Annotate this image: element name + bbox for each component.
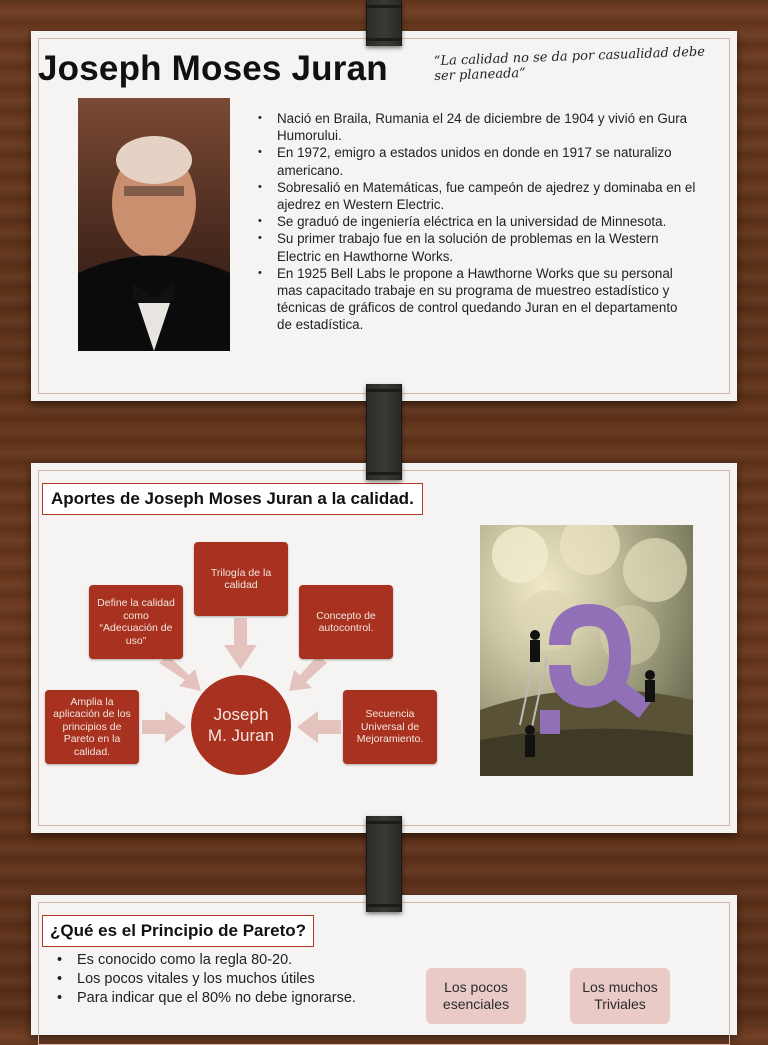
arrow-icon — [159, 655, 201, 691]
pareto-item: • Para indicar que el 80% no debe ignorarse. — [55, 989, 405, 1008]
portrait-photo — [78, 98, 230, 351]
bio-list — [256, 110, 696, 334]
bio-item: • Sobresalió en Matemáticas, fue campeón de ajedrez y dominaba en el ajedrez en Western Electric. — [256, 179, 696, 213]
bio-item: • En 1972, emigro a estados unidos en donde en 1917 se naturalizo americano. — [256, 144, 696, 178]
center-label: Joseph M. Juran — [207, 705, 275, 745]
slide-contributions — [31, 463, 737, 833]
bio-item: • Nació en Braila, Rumania el 24 de diciembre de 1904 y vivió en Gura Humorului. — [256, 110, 696, 144]
quality-illustration — [480, 525, 693, 776]
slide-title: ¿Qué es el Principio de Pareto? — [50, 921, 307, 940]
arrow-icon — [289, 655, 327, 691]
arrow-icon — [142, 711, 186, 743]
pill-pocos-esenciales: Los pocos esenciales — [426, 968, 526, 1024]
tape-middle — [366, 384, 402, 480]
slide-title: Aportes de Joseph Moses Juran a la calidad. — [51, 489, 414, 508]
pareto-list — [55, 951, 405, 1008]
node-define: Define la calidad como “Adecuación de uso” — [89, 585, 183, 659]
quote: “La calidad no se da por casualidad debe ser planeada” — [433, 44, 706, 85]
slide-pareto — [31, 895, 737, 1035]
node-trilogia: Trilogía de la calidad — [194, 542, 288, 616]
tape-lower — [366, 816, 402, 912]
node-secuencia: Secuencia Universal de Mejoramiento. — [343, 690, 437, 764]
slide-title-box — [42, 915, 314, 947]
bio-item: • Su primer trabajo fue en la solución de problemas en la Western Electric en Hawthorne Works. — [256, 230, 696, 264]
node-concepto: Concepto de autocontrol. — [299, 585, 393, 659]
slide-juran-bio — [31, 31, 737, 401]
arrow-icon — [297, 711, 341, 743]
pill-muchos-triviales: Los muchos Triviales — [570, 968, 670, 1024]
pareto-item: • Los pocos vitales y los muchos útiles — [55, 970, 405, 989]
tape-top — [366, 0, 402, 46]
node-center — [191, 675, 291, 775]
slide-title: Joseph Moses Juran — [38, 49, 388, 88]
arrow-icon — [224, 618, 257, 669]
bio-item: • En 1925 Bell Labs le propone a Hawthorne Works que su personal mas capacitado trabaje en su programa de muestreo estadístico y técnicas de gráficos de control quedando Juran en el departamento de estadística. — [256, 265, 696, 334]
node-amplia: Amplia la aplicación de los principios de Pareto en la calidad. — [45, 690, 139, 764]
bio-item: • Se graduó de ingeniería eléctrica en la universidad de Minnesota. — [256, 213, 696, 230]
pareto-item: • Es conocido como la regla 80-20. — [55, 951, 405, 970]
